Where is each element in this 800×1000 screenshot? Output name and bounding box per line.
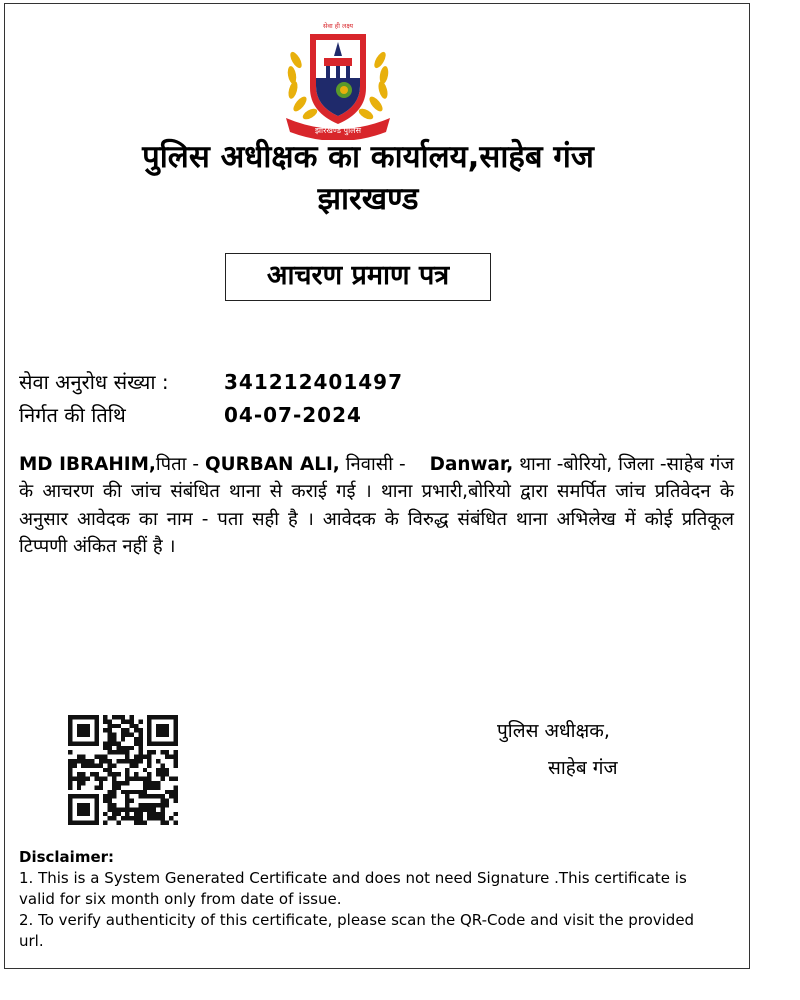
request-number-value: 341212401497 (224, 370, 403, 394)
certificate-body (19, 451, 734, 561)
state-heading: झारखण्ड (317, 181, 419, 217)
request-number-label: सेवा अनुरोध संख्या : (19, 370, 169, 394)
office-heading: पुलिस अधीक्षक का कार्यालय,साहेब गंज (142, 139, 594, 175)
emblem-banner-text: झारखण्ड पुलिस (314, 126, 362, 135)
request-number-row (19, 368, 403, 396)
emblem-motto: सेवा ही लक्ष्य (322, 22, 354, 30)
body-remainder: थाना -बोरियो, जिला -साहेब गंज के आचरण की जांच संबंधित थाना से कराई गई । थाना प्रभारी,बोरियो द्वारा समर्पित जांच प्रतिवेदन के अनुसार आवेदक का नाम - पता सही है । आवेदक के विरुद्ध संबंधित थाना अभिलेख में कोई प्रतिकूल टिप्पणी अंकित नहीं है । (19, 454, 734, 558)
qr-code-icon (68, 715, 178, 825)
issue-date-value: 04-07-2024 (224, 403, 362, 427)
disclaimer-heading: Disclaimer: (19, 848, 115, 866)
issue-date-label: निर्गत की तिथि (19, 403, 126, 427)
jharkhand-police-emblem-icon (282, 20, 394, 140)
father-label: पिता - (155, 454, 206, 475)
signatory-district: साहेब गंज (548, 757, 618, 779)
applicant-name: MD IBRAHIM, (19, 454, 156, 475)
disclaimer-item-2: 2. To verify authenticity of this certificate, please scan the QR-Code and visit the provided url. (19, 911, 695, 950)
resident-label: निवासी - (339, 454, 430, 475)
disclaimer-item-1: 1. This is a System Generated Certificate and does not need Signature .This certificate is valid for six month only from date of issue. (19, 869, 687, 908)
issue-date-row (19, 401, 362, 429)
signatory-title: पुलिस अधीक्षक, (497, 720, 610, 742)
father-name: QURBAN ALI, (205, 454, 340, 475)
village-name: Danwar, (429, 454, 514, 475)
disclaimer (19, 847, 719, 952)
certificate-title: आचरण प्रमाण पत्र (225, 253, 491, 301)
